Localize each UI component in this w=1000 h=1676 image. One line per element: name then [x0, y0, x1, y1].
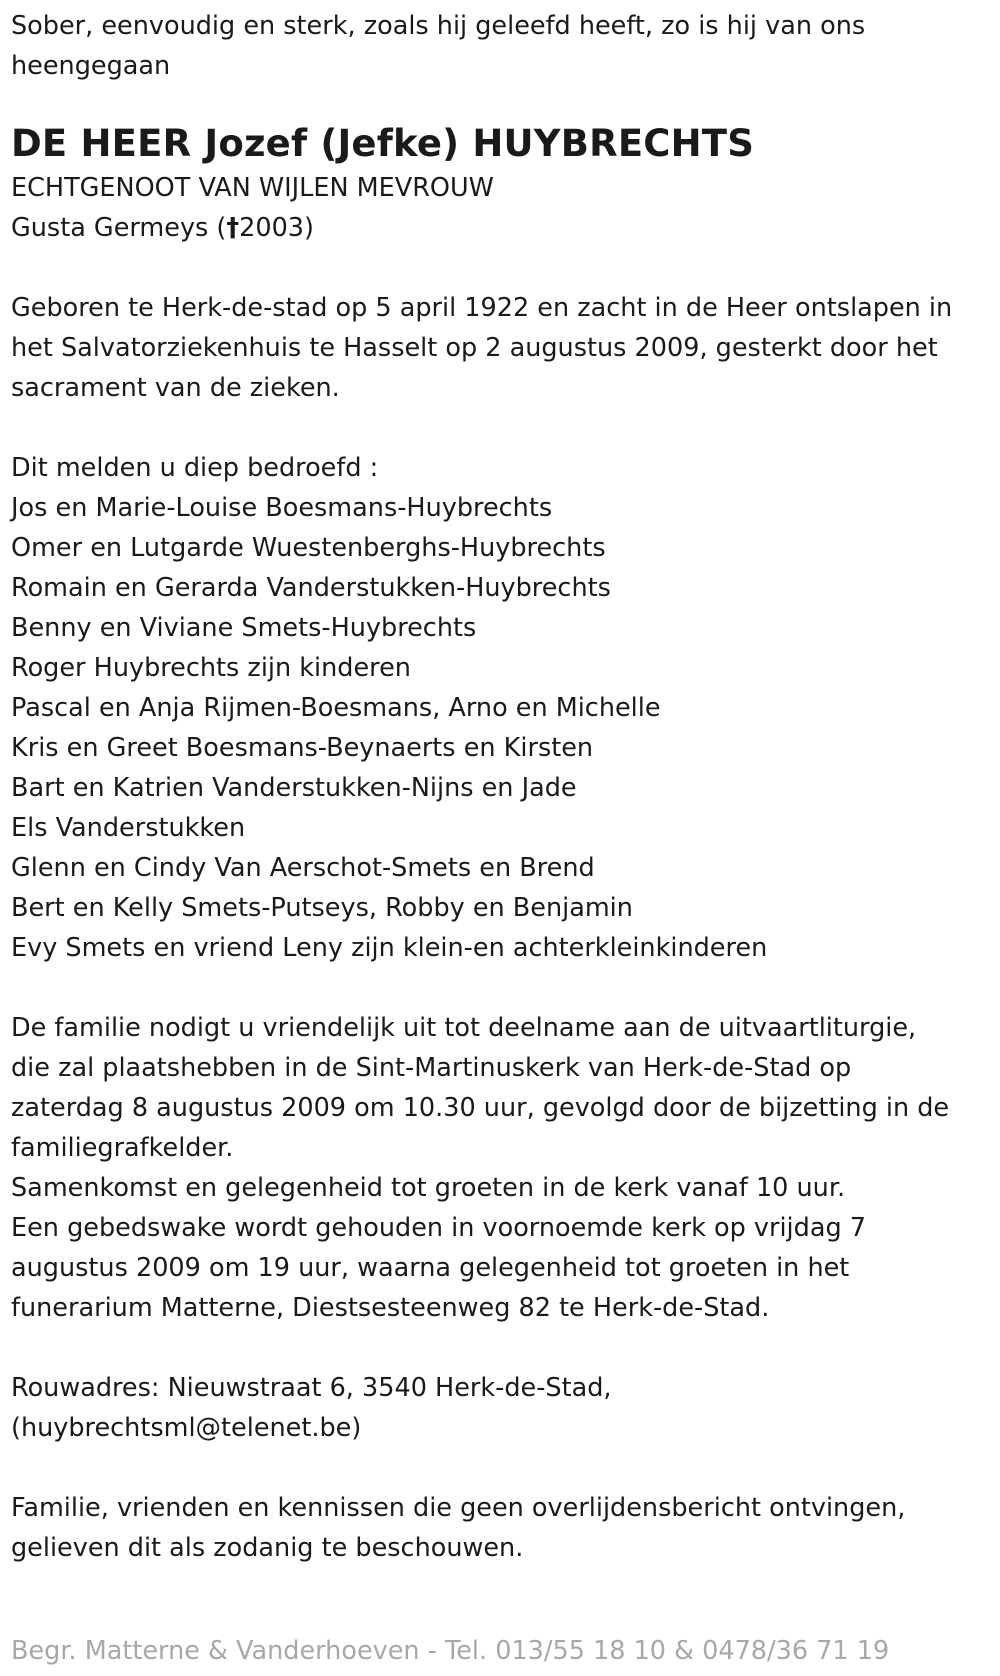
spouse-line [11, 208, 990, 248]
intro-line: Sober, eenvoudig en sterk, zoals hij geleefd heeft, zo is hij van ons [11, 11, 866, 41]
funeral-line: zaterdag 8 augustus 2009 om 10.30 uur, gevolgd door de bijzetting in de [11, 1093, 950, 1123]
funeral-line: die zal plaatshebben in de Sint-Martinuskerk van Herk-de-Stad op [11, 1053, 852, 1083]
funeral-line: familiegrafkelder. [11, 1133, 234, 1163]
spouse-name: Gusta Germeys ( [11, 213, 227, 243]
closing-line: Familie, vrienden en kennissen die geen overlijdensbericht ontvingen, [11, 1493, 906, 1523]
funeral-line: funerarium Matterne, Diestsesteenweg 82 te Herk-de-Stad. [11, 1293, 770, 1323]
family-line: Omer en Lutgarde Wuestenberghs-Huybrechts [11, 533, 606, 563]
family-line: Romain en Gerarda Vanderstukken-Huybrechts [11, 573, 611, 603]
address-line: Rouwadres: Nieuwstraat 6, 3540 Herk-de-Stad, [11, 1373, 612, 1403]
intro-quote [11, 6, 990, 86]
funeral-paragraph [11, 1008, 990, 1328]
family-line: Bart en Katrien Vanderstukken-Nijns en Jade [11, 773, 577, 803]
family-line: Roger Huybrechts zijn kinderen [11, 653, 411, 683]
announce-heading: Dit melden u diep bedroefd : [11, 453, 379, 483]
funeral-line: augustus 2009 om 19 uur, waarna gelegenheid tot groeten in het [11, 1253, 850, 1283]
family-line: Pascal en Anja Rijmen-Boesmans, Arno en Michelle [11, 693, 661, 723]
address-email: (huybrechtsml@telenet.be) [11, 1413, 362, 1443]
family-line: Benny en Viviane Smets-Huybrechts [11, 613, 477, 643]
family-line: Glenn en Cindy Van Aerschot-Smets en Brend [11, 853, 595, 883]
spouse-title: ECHTGENOOT VAN WIJLEN MEVROUW [11, 173, 494, 203]
funeral-line: De familie nodigt u vriendelijk uit tot deelname aan de uitvaartliturgie, [11, 1013, 917, 1043]
family-line: Kris en Greet Boesmans-Beynaerts en Kirsten [11, 733, 594, 763]
cross-icon: † [226, 213, 240, 243]
family-line: Bert en Kelly Smets-Putseys, Robby en Benjamin [11, 893, 633, 923]
birth-line: sacrament van de zieken. [11, 373, 340, 403]
obituary-notice [0, 6, 1000, 1676]
birth-line: Geboren te Herk-de-stad op 5 april 1922 en zacht in de Heer ontslapen in [11, 293, 953, 323]
closing-paragraph [11, 1488, 990, 1568]
closing-line: gelieven dit als zodanig te beschouwen. [11, 1533, 524, 1563]
family-line: Jos en Marie-Louise Boesmans-Huybrechts [11, 493, 553, 523]
deceased-name: DE HEER Jozef (Jefke) HUYBRECHTS [11, 122, 755, 165]
funeral-line: Samenkomst en gelegenheid tot groeten in de kerk vanaf 10 uur. [11, 1173, 846, 1203]
family-line: Evy Smets en vriend Leny zijn klein-en achterkleinkinderen [11, 933, 768, 963]
birth-line: het Salvatorziekenhuis te Hasselt op 2 augustus 2009, gesterkt door het [11, 333, 938, 363]
family-line: Els Vanderstukken [11, 813, 246, 843]
spouse-year: 2003) [239, 213, 314, 243]
funeral-home-footer: Begr. Matterne & Vanderhoeven - Tel. 013/55 18 10 & 0478/36 71 19 [11, 1636, 890, 1666]
family-list [11, 448, 990, 968]
mourning-address [11, 1368, 990, 1448]
intro-line: heengegaan [11, 51, 171, 81]
birth-death-paragraph [11, 288, 990, 408]
spouse-block [11, 168, 990, 248]
funeral-line: Een gebedswake wordt gehouden in voornoemde kerk op vrijdag 7 [11, 1213, 866, 1243]
